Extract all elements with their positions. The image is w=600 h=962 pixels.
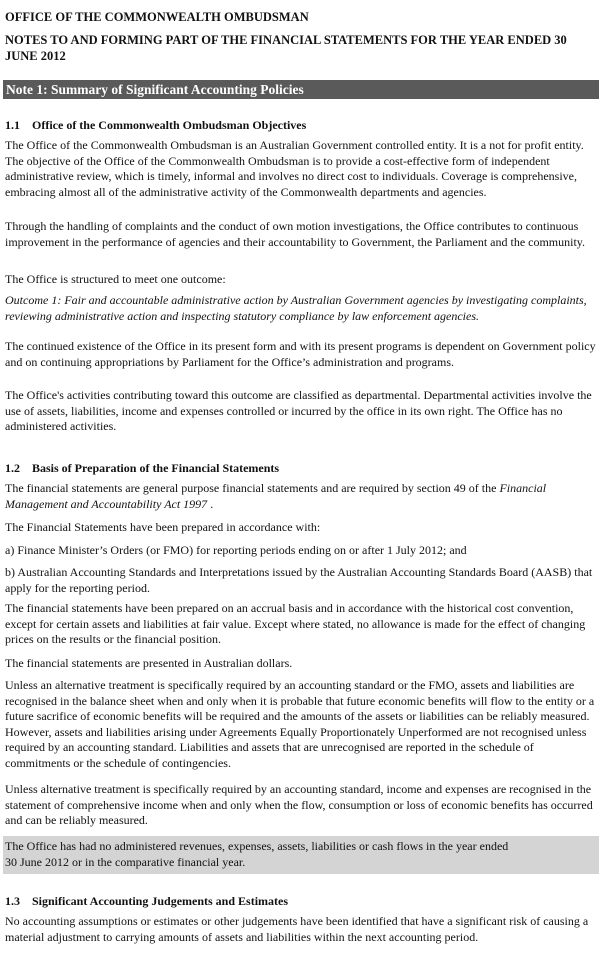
act-title: Financial Management and Accountability Act 1997 bbox=[5, 481, 547, 511]
paragraph-text: The financial statements are general purpose financial statements and are required by section 49 of the bbox=[5, 481, 500, 495]
section-number: 1.1 bbox=[5, 118, 20, 132]
paragraph: Unless alternative treatment is specifically required by an accounting standard, income and expenses are recognised in the statement of comprehensive income when and only when the flow, consumption or loss of economic benefits has occurred and can be reliably measured. bbox=[5, 782, 593, 828]
section-heading-1-3 bbox=[5, 894, 597, 909]
paragraph: The Financial Statements have been prepared in accordance with: bbox=[5, 520, 321, 534]
section-title: Significant Accounting Judgements and Estimates bbox=[32, 894, 289, 908]
paragraph: 30 June 2012 or in the comparative financial year. bbox=[5, 855, 246, 869]
list-item: b) Australian Accounting Standards and Interpretations issued by the Australian Accounting Standards Board (AASB) that apply for the reporting period. bbox=[5, 565, 593, 595]
paragraph: The Office of the Commonwealth Ombudsman is an Australian Government controlled entity. It is a not for profit entity. The objective of the Office of the Commonwealth Ombudsman is to provide a cost-effective form of independent administrative review, which is timely, informal and involves no direct cost to individuals. Coverage is comprehensive, embracing almost all of the administrative activity of the Commonwealth departments and agencies. bbox=[5, 138, 584, 199]
org-heading: OFFICE OF THE COMMONWEALTH OMBUDSMAN bbox=[5, 10, 309, 24]
section-heading-1-2 bbox=[5, 461, 597, 476]
paragraph: The Office's activities contributing toward this outcome are classified as departmental. Departmental activities involve the use of assets, liabilities, income and expenses controlled or incurred by the office in its own right. The Office has no administered activities. bbox=[5, 388, 592, 434]
outcome-statement: Outcome 1: Fair and accountable administrative action by Australian Government agencies by investigating complaints, reviewing administrative action and inspecting statutory compliance by law enforcement agencies. bbox=[5, 293, 587, 323]
list-item: a) Finance Minister’s Orders (or FMO) for reporting periods ending on or after 1 July 2012; and bbox=[5, 543, 467, 557]
paragraph: No accounting assumptions or estimates or other judgements have been identified that have a significant risk of causing a material adjustment to carrying amounts of assets and liabilities within the next accounting period. bbox=[5, 914, 589, 944]
section-title: Basis of Preparation of the Financial Statements bbox=[32, 461, 280, 475]
paragraph: Through the handling of complaints and the conduct of own motion investigations, the Office contributes to continuous improvement in the performance of agencies and their accountability to Government, the Parliament and the community. bbox=[5, 219, 586, 249]
paragraph: Unless an alternative treatment is specifically required by an accounting standard or the FMO, assets and liabilities are recognised in the balance sheet when and only when it is probable that future economic benefits will flow to the entity or a future sacrifice of economic benefits will be required and the amounts of the assets or liabilities can be reliably measured. However, assets and liabilities arising under Agreements Equally Proportionately Unperformed are not recognised unless required by an accounting standard. Liabilities and assets that are unrecognised are reported in the schedule of commitments or the schedule of contingencies. bbox=[5, 678, 595, 770]
note-title-bar: Note 1: Summary of Significant Accounting Policies bbox=[3, 80, 599, 99]
paragraph: The financial statements have been prepared on an accrual basis and in accordance with the historical cost convention, except for certain assets and liabilities at fair value. Except where stated, no allowance is made for the effect of changing prices on the results or the financial position. bbox=[5, 601, 586, 647]
section-title: Office of the Commonwealth Ombudsman Objectives bbox=[32, 118, 307, 132]
paragraph-text: . bbox=[207, 496, 214, 511]
document-subtitle: NOTES TO AND FORMING PART OF THE FINANCIAL STATEMENTS FOR THE YEAR ENDED 30 JUNE 2012 bbox=[5, 33, 567, 63]
section-number: 1.2 bbox=[5, 461, 20, 475]
paragraph bbox=[5, 481, 597, 512]
paragraph: The Office is structured to meet one outcome: bbox=[5, 272, 226, 286]
paragraph: The financial statements are presented in Australian dollars. bbox=[5, 656, 293, 670]
section-number: 1.3 bbox=[5, 894, 20, 908]
section-heading-1-1 bbox=[5, 118, 597, 133]
paragraph: The continued existence of the Office in its present form and with its present programs is dependent on Government policy and on continuing appropriations by Parliament for the Office’s administration and programs. bbox=[5, 339, 596, 369]
paragraph: The Office has had no administered revenues, expenses, assets, liabilities or cash flows in the year ended bbox=[5, 839, 509, 853]
